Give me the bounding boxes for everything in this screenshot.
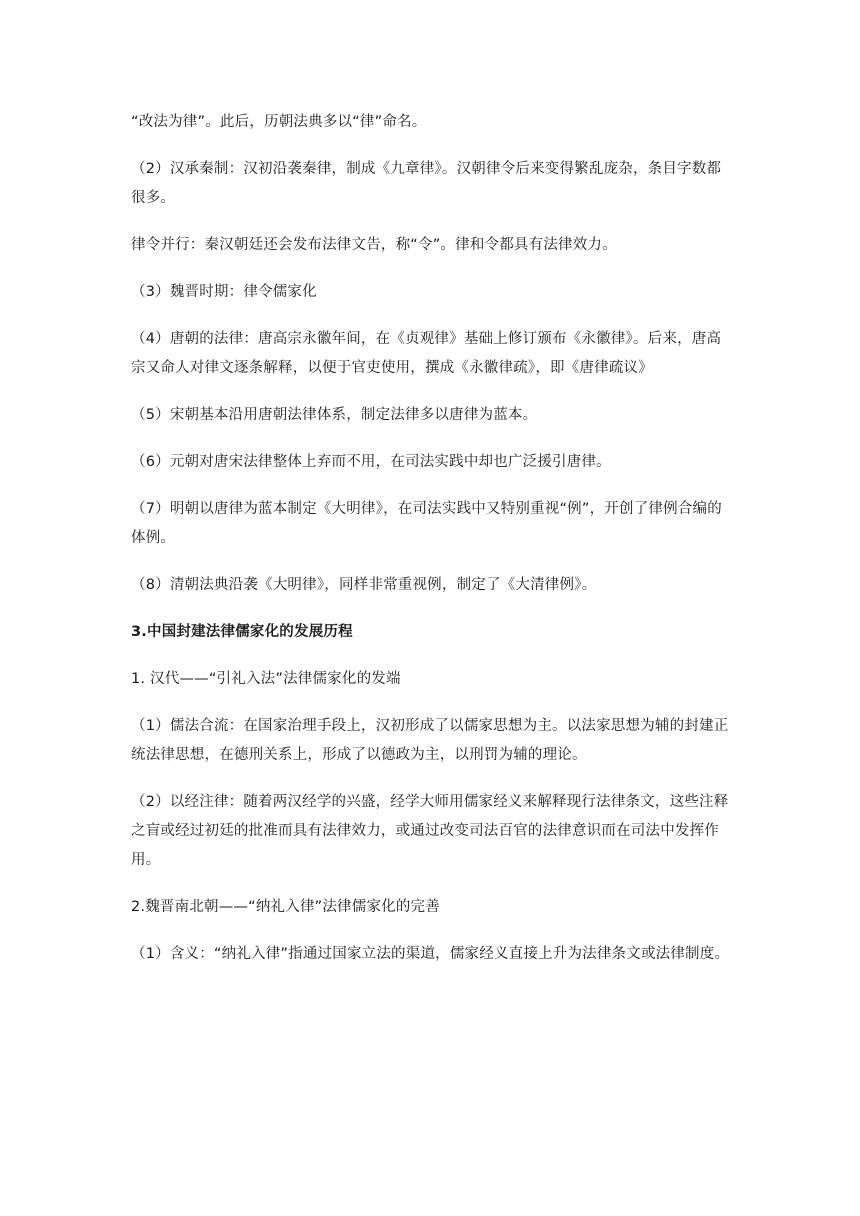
paragraph-qing-law: （8）清朝法典沿袭《大明律》，同样非常重视例，制定了《大清律例》。 [131, 577, 597, 593]
paragraph-law-renaming: “改法为律”。此后，历朝法典多以“律”命名。 [131, 114, 427, 130]
paragraph-na-li-ru-lu-meaning: （1）含义：“纳礼入律”指通过国家立法的渠道，儒家经义直接上升为法律条文或法律制度。 [131, 946, 730, 962]
paragraph-tang-law: （4）唐朝的法律：唐高宗永徽年间，在《贞观律》基础上修订颁布《永徽律》。后来，唐高宗又命人对律文逐条解释，以便于官吏使用，撰成《永徽律疏》，即《唐律疏议》 [131, 331, 722, 376]
paragraph-lu-ling-parallel: 律令并行：秦汉朝廷还会发布法律文告，称“令”。律和令都具有法律效力。 [131, 237, 617, 253]
section-heading-confucianization: 3.中国封建法律儒家化的发展历程 [131, 624, 353, 640]
subheading-han-dynasty: 1. 汉代——“引礼入法”法律儒家化的发端 [131, 671, 401, 687]
paragraph-song-law: （5）宋朝基本沿用唐朝法律体系，制定法律多以唐律为蓝本。 [131, 407, 538, 423]
paragraph-classics-interpret-law: （2）以经注律：随着两汉经学的兴盛，经学大师用儒家经义来解释现行法律条文，这些注释之盲或经过初廷的批准而具有法律效力，或通过改变司法百官的法律意识而在司法中发挥作用。 [131, 794, 729, 868]
paragraph-wei-jin: （3）魏晋时期：律令儒家化 [131, 284, 317, 300]
paragraph-han-inherits-qin: （2）汉承秦制：汉初沿袭秦律，制成《九章律》。汉朝律令后来变得繁乱庞杂，条目字数都很多。 [131, 161, 722, 206]
document-body [131, 108, 731, 969]
paragraph-ming-law: （7）明朝以唐律为蓝本制定《大明律》，在司法实践中又特别重视“例”，开创了律例合编的体例。 [131, 501, 722, 546]
paragraph-yuan-law: （6）元朝对唐宋法律整体上弃而不用，在司法实践中却也广泛援引唐律。 [131, 454, 611, 470]
paragraph-confucian-legalist-merge: （1）儒法合流：在国家治理手段上，汉初形成了以儒家思想为主。以法家思想为辅的封建正统法律思想，在德刑关系上，形成了以德政为主，以刑罚为辅的理论。 [131, 718, 729, 763]
subheading-wei-jin-nanbei: 2.魏晋南北朝——“纳礼入律”法律儒家化的完善 [131, 899, 440, 915]
